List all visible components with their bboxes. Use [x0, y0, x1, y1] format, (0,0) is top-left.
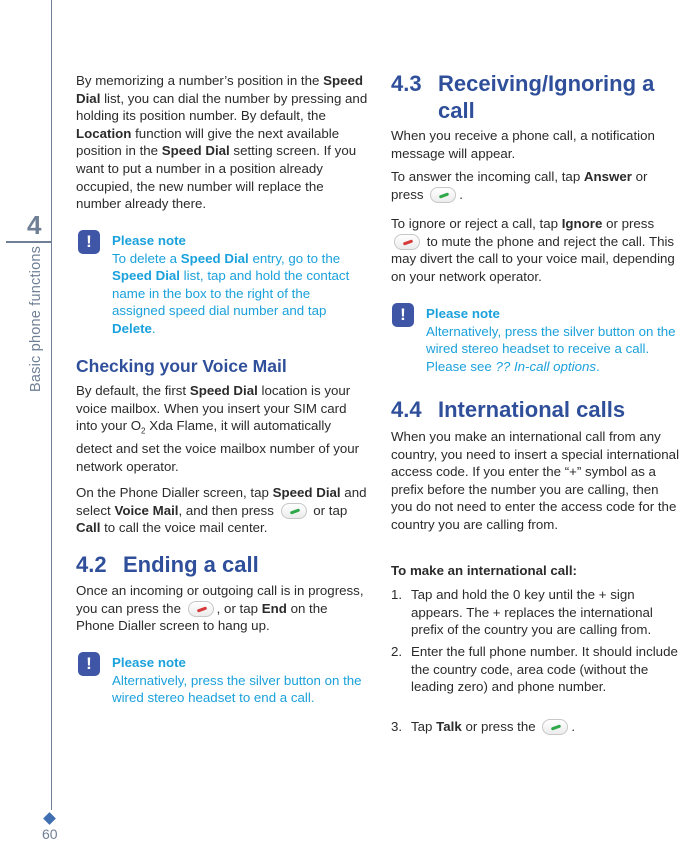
green-phone-key-icon [281, 503, 307, 519]
chapter-number: 4 [27, 210, 42, 240]
ending-call-paragraph: Once an incoming or outgoing call is in progress, you can press the , or tap End on the Phone Dialler screen to hang up. [76, 583, 364, 634]
red-phone-key-icon [188, 601, 214, 617]
note-title: Please note [112, 233, 186, 248]
international-calls-heading: 4.4 International calls [391, 397, 626, 422]
voicemail-heading: Checking your Voice Mail [76, 356, 287, 376]
international-paragraph: When you make an international call from any country, you need to insert a special international access code. If you enter the “+” symbol as a prefix before the number you are calling, then you do not need to enter the access code for the country you are calling from. [391, 429, 680, 532]
international-subheading: To make an international call: [391, 563, 577, 578]
chapter-title: Basic phone functions [28, 245, 44, 392]
in-call-options-link[interactable]: ?? In-call options [495, 358, 597, 374]
note-title: Please note [426, 306, 500, 321]
red-phone-key-icon [394, 234, 420, 250]
green-phone-key-icon [542, 719, 568, 735]
green-phone-key-icon [430, 187, 456, 203]
exclamation-icon: ! [78, 652, 100, 676]
side-rail [51, 0, 52, 810]
receiving-paragraph-2: To answer the incoming call, tap Answer or press . [391, 169, 648, 202]
page-marker-icon [43, 812, 56, 825]
voicemail-paragraph-1: By default, the first Speed Dial location is your voice mailbox. When you insert your SIM card into your $O_2$ Xda Flame, it will automatically detect and set the voice mailbox number of your network operator. [76, 383, 360, 475]
note-title: Please note [112, 655, 186, 670]
exclamation-icon: ! [392, 303, 414, 327]
exclamation-icon: ! [78, 230, 100, 254]
voicemail-paragraph-2: On the Phone Dialler screen, tap Speed Dial and select Voice Mail, and then press or tap Call to call the voice mail center. [76, 485, 367, 536]
receiving-paragraph-1: When you receive a phone call, a notification message will appear. [391, 128, 655, 161]
ending-call-heading: 4.2 Ending a call [76, 552, 259, 577]
receiving-paragraph-3: To ignore or reject a call, tap Ignore or press to mute the phone and reject the call. This may divert the call to your voice mail, depending on your network operator. [391, 216, 675, 284]
chapter-bar [6, 241, 52, 243]
receiving-call-heading: 4.3 Receiving/Ignoring a call [391, 71, 655, 123]
page-number: 60 [42, 826, 58, 842]
speed-dial-intro: By memorizing a number’s position in the Speed Dial list, you can dial the number by pressing and holding its position number. By default, the Location function will give the next available position in the Speed Dial setting screen. If you want to put a number in a position already occupied, the new number will replace the number already there. [76, 73, 368, 212]
